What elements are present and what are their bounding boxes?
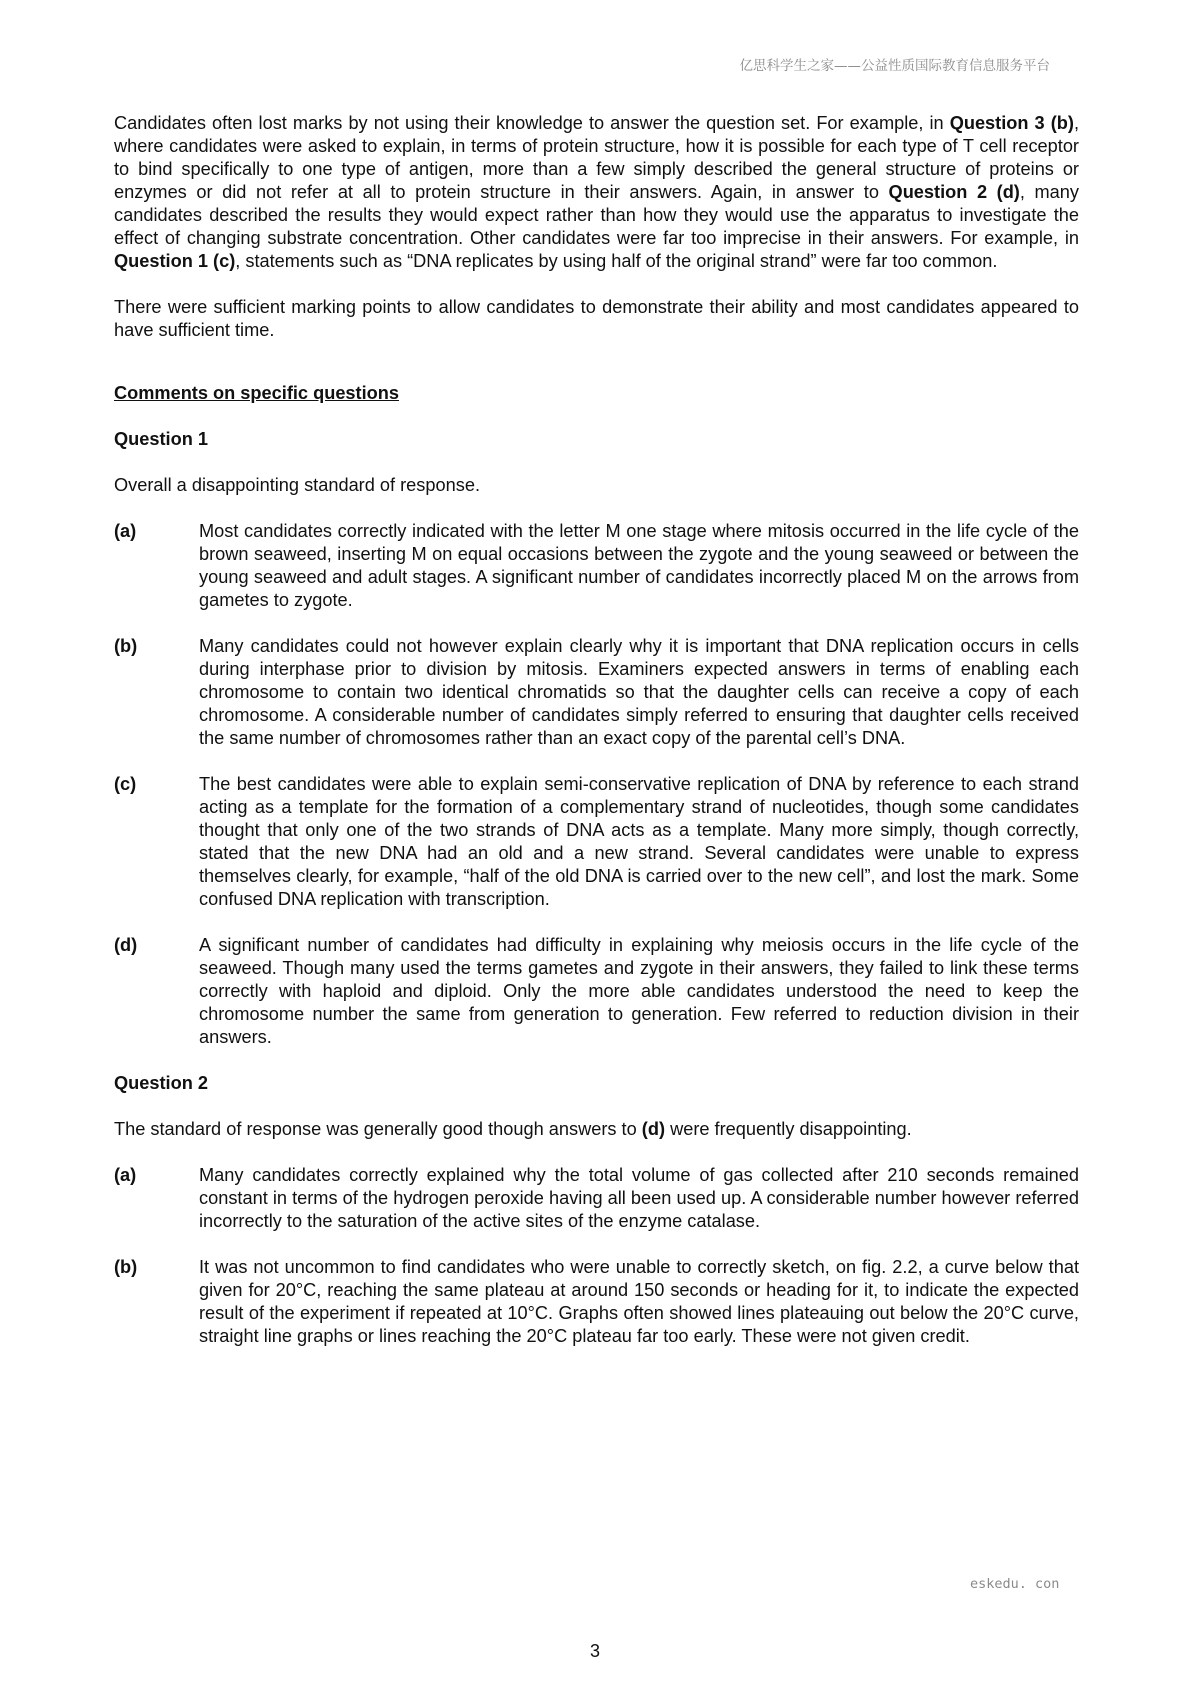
intro-paragraph-2: There were sufficient marking points to allow candidates to demonstrate their ability and most candidates appeared to have sufficient time. <box>114 297 1079 340</box>
item-label: (b) <box>114 636 138 656</box>
q2-item-a <box>114 1164 1079 1233</box>
q1-item-d <box>114 934 1079 1049</box>
item-label: (a) <box>114 521 137 541</box>
question-reference: Question 2 (d) <box>888 182 1020 202</box>
q1-item-b <box>114 635 1079 750</box>
question-2-summary <box>114 1118 1079 1141</box>
text-run: The standard of response was generally good though answers to <box>114 1119 642 1139</box>
text-run: were frequently disappointing. <box>665 1119 912 1139</box>
item-label: (d) <box>114 935 138 955</box>
item-text: It was not uncommon to find candidates who were unable to correctly sketch, on fig. 2.2, a curve below that given for 20°C, reaching the same plateau at around 150 seconds or heading for it, to indicate the expected result of the experiment if repeated at 10°C. Graphs often showed lines plateauing out below the 20°C curve, straight line graphs or lines reaching the 20°C plateau far too early. These were not given credit. <box>199 1257 1079 1346</box>
question-reference: Question 3 (b) <box>949 113 1074 133</box>
item-text: A significant number of candidates had difficulty in explaining why meiosis occurs in the life cycle of the seaweed. Though many used the terms gametes and zygote in their answers, they failed to link these terms correctly with haploid and diploid. Only the more able candidates understood the need to keep the chromosome number the same from generation to generation. Few referred to reduction division in their answers. <box>199 935 1079 1047</box>
text-run: Candidates often lost marks by not using their knowledge to answer the question set. For example, in <box>114 113 950 133</box>
item-text: The best candidates were able to explain semi-conservative replication of DNA by reference to each strand acting as a template for the formation of a complementary strand of nucleotides, though some candidates thought that only one of the two strands of DNA acts as a template. Many more simply, though correctly, stated that the new DNA had an old and a new strand. Several candidates were unable to express themselves clearly, for example, “half of the old DNA is carried over to the new cell”, and lost the mark. Some confused DNA replication with transcription. <box>199 774 1079 909</box>
page-number: 3 <box>589 1641 600 1661</box>
item-label: (b) <box>114 1257 138 1277</box>
footer-site-url: eskedu. con <box>970 1576 1060 1592</box>
question-1-summary: Overall a disappointing standard of response. <box>114 475 480 495</box>
question-reference: (d) <box>641 1119 666 1139</box>
q1-item-a <box>114 520 1079 612</box>
question-1-title: Question 1 <box>114 429 208 449</box>
intro-paragraph-1 <box>114 112 1079 273</box>
report-body <box>114 112 1079 1371</box>
section-heading: Comments on specific questions <box>114 383 399 403</box>
q2-item-b <box>114 1256 1079 1348</box>
question-reference: Question 1 (c) <box>114 251 236 271</box>
item-text: Most candidates correctly indicated with the letter M one stage where mitosis occurred in the life cycle of the brown seaweed, inserting M on equal occasions between the zygote and the young seaweed or between the young seaweed and adult stages. A significant number of candidates incorrectly placed M on the arrows from gametes to zygote. <box>199 521 1079 610</box>
item-label: (c) <box>114 774 137 794</box>
header-site-name: 亿思科学生之家——公益性质国际教育信息服务平台 <box>739 58 1050 74</box>
item-label: (a) <box>114 1165 137 1185</box>
q1-item-c <box>114 773 1079 911</box>
text-run: , many candidates described the results they would expect rather than how they would use the apparatus to investigate the effect of changing substrate concentration. Other candidates were far too imprecise in their answers. For example, in <box>114 182 1079 248</box>
item-text: Many candidates correctly explained why the total volume of gas collected after 210 seconds remained constant in terms of the hydrogen peroxide having all been used up. A considerable number however referred incorrectly to the saturation of the active sites of the enzyme catalase. <box>199 1165 1079 1231</box>
question-2-title: Question 2 <box>114 1073 208 1093</box>
text-run: , statements such as “DNA replicates by using half of the original strand” were far too common. <box>235 251 998 271</box>
item-text: Many candidates could not however explain clearly why it is important that DNA replication occurs in cells during interphase prior to division by mitosis. Examiners expected answers in terms of enabling each chromosome to contain two identical chromatids so that the daughter cells can receive a copy of each chromosome. A considerable number of candidates simply referred to ensuring that daughter cells received the same number of chromosomes rather than an exact copy of the parental cell’s DNA. <box>199 636 1079 748</box>
text-run: , where candidates were asked to explain, in terms of protein structure, how it is possible for each type of T cell receptor to bind specifically to one type of antigen, more than a few simply described the general structure of proteins or enzymes or did not refer at all to protein structure in their answers. Again, in answer to <box>114 113 1079 202</box>
